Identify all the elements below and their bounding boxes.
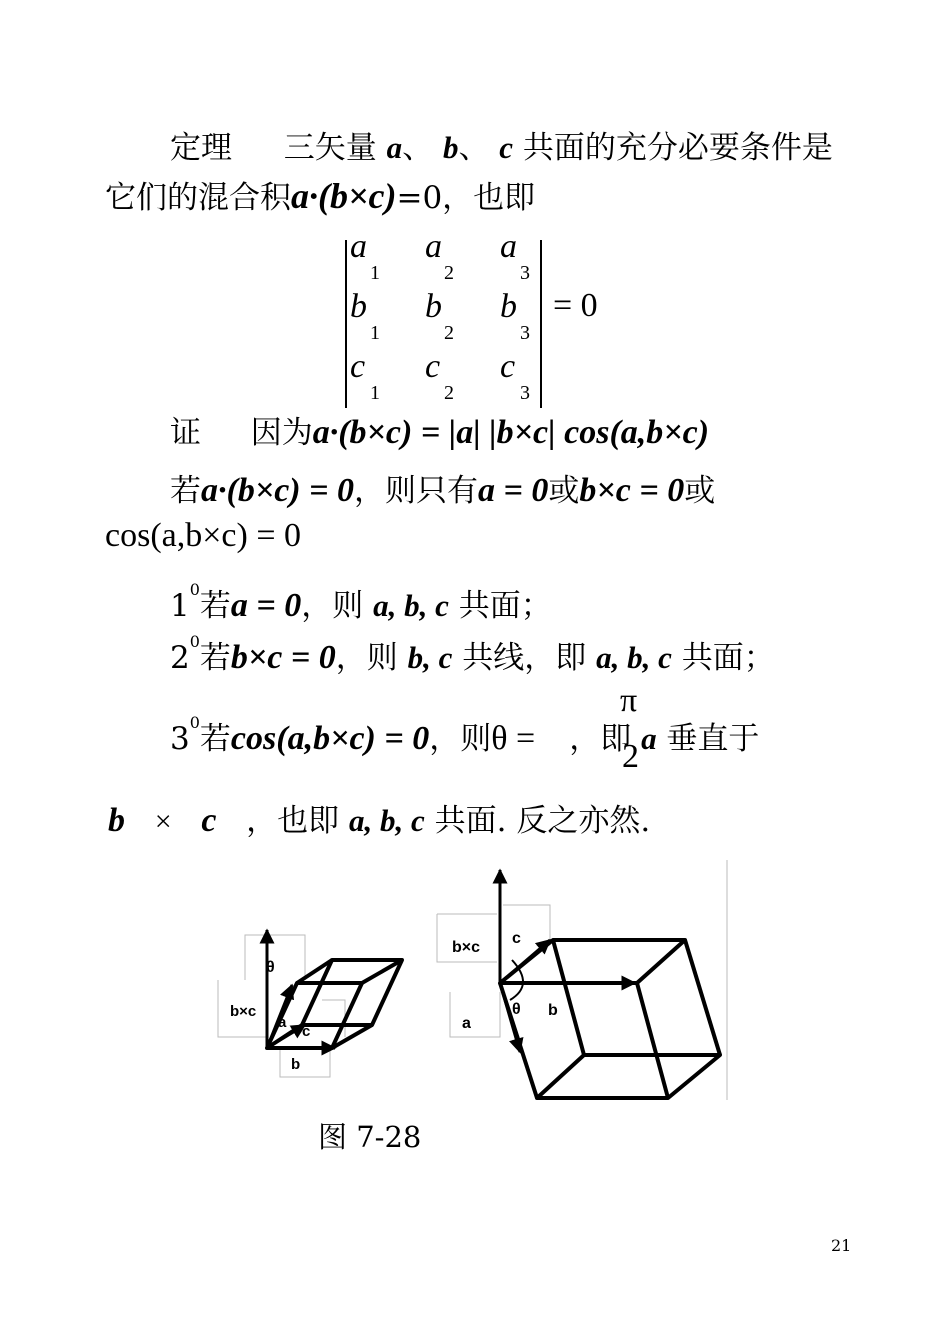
right-parallelepiped [500, 940, 720, 1098]
left-a-label: a [278, 1014, 287, 1031]
left-c-label: c [302, 1023, 311, 1040]
right-bxc-label: b×c [452, 939, 481, 956]
proof-line-2: 若a·(b×c) = 0，则只有a = 0或b×c = 0或 [170, 472, 716, 509]
figure-caption: 图 7-28 [318, 1120, 422, 1154]
case-2: $2^0$若b×c = 0，则 b, c 共线，即 a, b, c 共面； [170, 632, 775, 676]
right-theta-label: θ [512, 1001, 521, 1018]
case-1: $1^0$若a = 0，则 a, b, c 共面； [170, 580, 552, 624]
right-vectors [500, 870, 635, 1052]
theorem-label: 定理 [170, 130, 232, 166]
right-diagram-frames [437, 860, 727, 1100]
case-3: $3^0$若cos(a,b×c) = 0，则θ = ，即 a 垂直于 [170, 713, 760, 757]
right-a-label: a [462, 1015, 471, 1032]
left-theta-label: θ [266, 959, 275, 976]
pi-denominator: 2 [622, 738, 639, 775]
proof-label: 证 [170, 415, 201, 451]
proof-line-3: cos(a,b×c) = 0 [105, 517, 301, 554]
page-number: 21 [831, 1236, 852, 1255]
left-bxc-label: b×c [230, 1003, 257, 1020]
right-c-label: c [512, 930, 521, 947]
mixed-product: a·(b×c) [291, 176, 397, 216]
closing-line: b × c ，也即 a, b, c 共面. 反之亦然. [108, 802, 651, 839]
theorem-line-2: 它们的混合积a·(b×c)=0，也即 [105, 176, 536, 216]
right-b-label: b [548, 1002, 558, 1019]
theorem-line-1: 定理 三矢量 a、 b、 c 共面的充分必要条件是 [170, 130, 833, 166]
pi-numerator: π [620, 682, 638, 719]
left-b-label: b [291, 1056, 301, 1073]
proof-line-1: 证 因为a·(b×c) = |a| |b×c| cos(a,b×c) [170, 414, 710, 451]
